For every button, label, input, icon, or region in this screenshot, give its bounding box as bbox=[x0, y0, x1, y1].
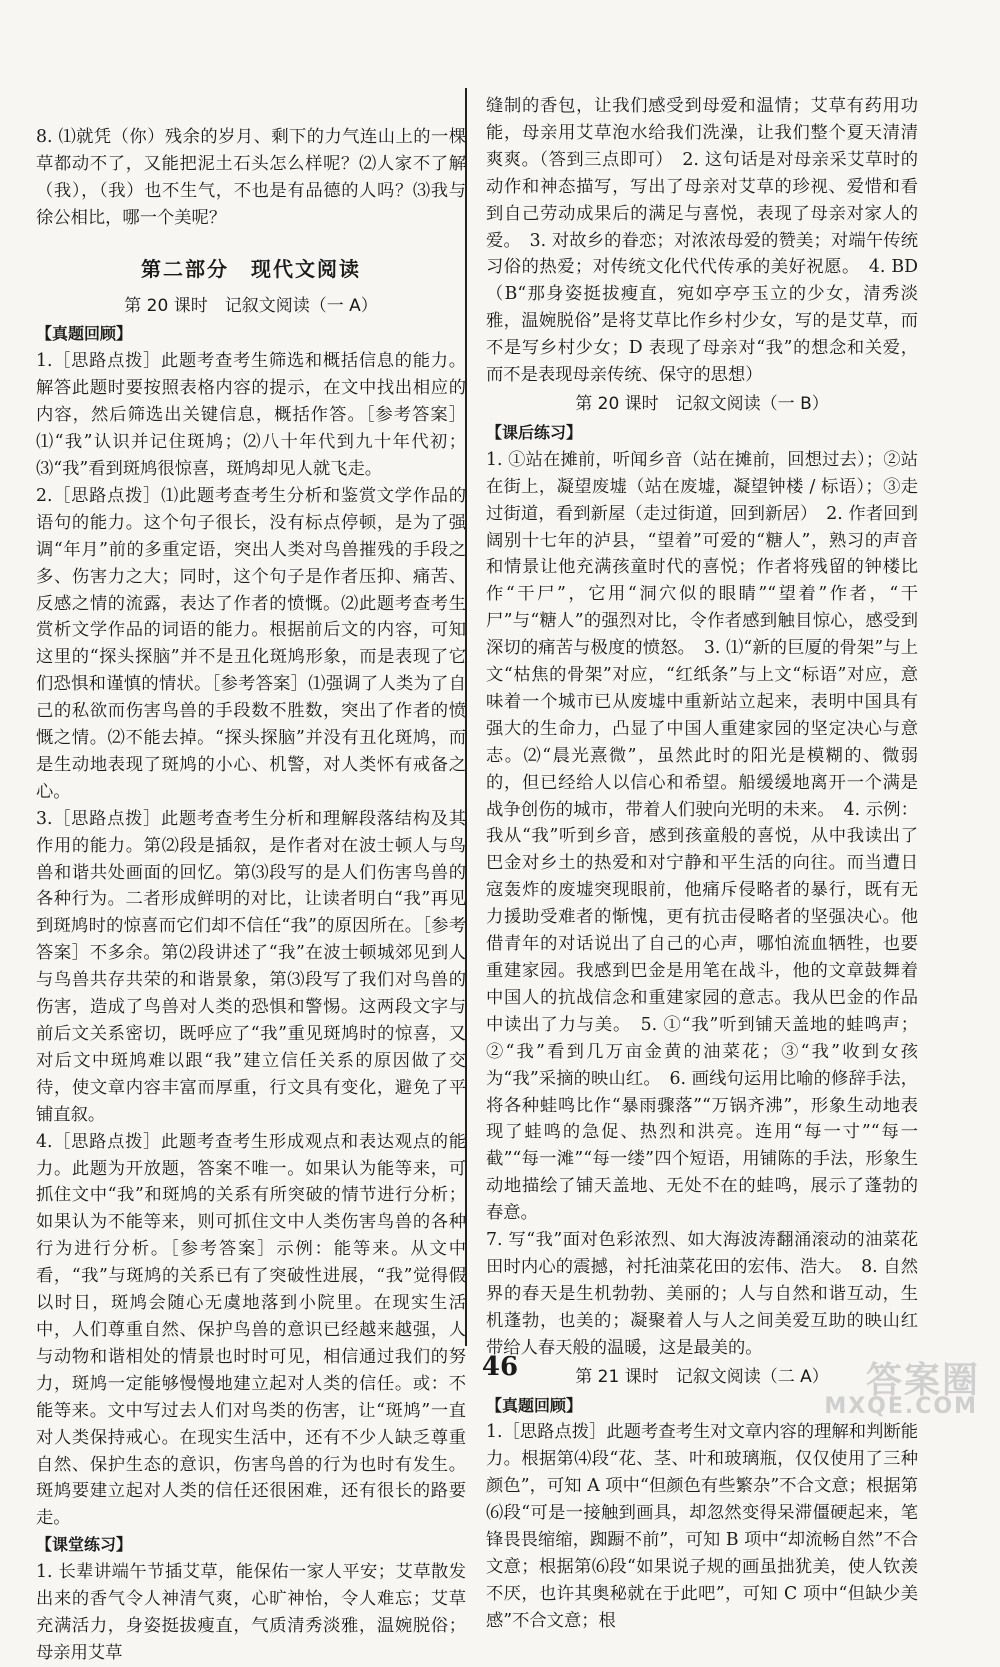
page-number: 46 bbox=[481, 1352, 519, 1382]
answer-2: 2.［思路点拨］⑴此题考查考生分析和鉴赏文学作品的语句的能力。这个句子很长，没有标点停顿，是为了强调“年月”前的多重定语，突出人类对鸟兽摧残的手段之多、伤害力之大；同时，这个句子是作者压抑、痛苦、反感之情的流露，表达了作者的愤慨。⑵此题考查考生赏析文学作品的词语的能力。根据前后文的内容，可知这里的“探头探脑”并不是丑化斑鸠形象，而是表现了它们恐惧和谨慎的情状。［参考答案］⑴强调了人类为了自己的私欲而伤害鸟兽的手段数不胜数，突出了作者的愤慨之情。⑵不能去掉。“探头探脑”并没有丑化斑鸠，而是生动地表现了斑鸠的小心、机警，对人类怀有戒备之心。 bbox=[36, 485, 466, 802]
review-tag-2: 【真题回顾】 bbox=[486, 1395, 583, 1415]
answer-1: 1.［思路点拨］此题考查考生筛选和概括信息的能力。解答此题时要按照表格内容的提示，在文中找出相应的内容，然后筛选出关键信息，概括作答。［参考答案］⑴“我”认识并记住斑鸠；⑵八十年代到九十年代初；⑶“我”看到斑鸠很惊喜，斑鸠却见人就飞走。 bbox=[36, 351, 466, 479]
watermark-url: MXQE.COM bbox=[824, 1394, 978, 1419]
lesson-title: 第 20 课时 记叙文阅读（一 A） bbox=[124, 295, 378, 316]
lesson21-answer-1: 1.［思路点拨］此题考查考生对文章内容的理解和判断能力。根据第⑷段“花、茎、叶和玻璃瓶，仅仅使用了三种颜色”，可知 A 项中“但颜色有些繁杂”不合文意；根据第⑹段“可是一接触到画具，却忽然变得呆滞僵硬起来，笔锋畏畏缩缩，踟蹰不前”，可知 B 项中“却流畅自然”不合文意；根据第⑹段“如果说子规的画虽拙犹美，使人钦羡不厌，也许其奥秘就在于此吧”，可知 C 项中“但缺少美感”不合文意；根 bbox=[486, 1422, 918, 1631]
class-answer-continued: 缝制的香包，让我们感受到母爱和温情；艾草有药用功能，母亲用艾草泡水给我们洗澡，让我们整个夏天清清爽爽。（答到三点即可） 2. 这句话是对母亲采艾草时的动作和神态描写，写出了母亲对艾草的珍视、爱惜和看到自己劳动成果后的满足与喜悦，表现了母亲对家人的爱。 3. 对故乡的眷恋；对浓浓母爱的赞美；对端午传统习俗的热爱；对传统文化代代传承的美好祝愿。 4. BD（B“那身姿挺拔瘦直，宛如亭亭玉立的少女，清秀淡雅，温婉脱俗”是将艾草比作乡村少女，写的是艾草，而不是写乡村少女；D 表现了母亲对“我”的想念和关爱，而不是表现母亲传统、保守的思想） bbox=[486, 96, 918, 386]
left-column bbox=[36, 124, 466, 1667]
answer-q8: 8. ⑴就凭（你）残余的岁月、剩下的力气连山上的一棵草都动不了，又能把泥土石头怎么样呢？⑵人家不了解（我），（我）也不生气，不也是有品德的人吗？⑶我与徐公相比，哪一个美呢？ bbox=[36, 127, 466, 228]
answer-3: 3.［思路点拨］此题考查考生分析和理解段落结构及其作用的能力。第⑵段是插叙，是作者对在波士顿人与鸟兽和谐共处画面的回忆。第⑶段写的是人们伤害鸟兽的各种行为。二者形成鲜明的对比，让读者明白“我”再见到斑鸠时的惊喜而它们却不信任“我”的原因所在。［参考答案］不多余。第⑵段讲述了“我”在波士顿城郊见到人与鸟兽共存共荣的和谐景象，第⑶段写了我们对鸟兽的伤害，造成了鸟兽对人类的恐惧和警惕。这两段文字与前后文关系密切，既呼应了“我”重见斑鸠时的惊喜，又对后文中斑鸠难以跟“我”建立信任关系的原因做了交待，使文章内容丰富而厚重，行文具有变化，避免了平铺直叙。 bbox=[36, 808, 466, 1125]
after-class-tag: 【课后练习】 bbox=[486, 422, 583, 442]
after-answers: 1. ①站在摊前，听闻乡音（站在摊前，回想过去）；②站在街上，凝望废墟（站在废墟，凝望钟楼 / 标语）；③走过街道，看到新屋（走过街道，回到新居） 2. 作者回到阔别十七年的泸县，“望着”可爱的“糖人”，熟习的声音和情景让他充满孩童时代的喜悦；作者将残留的钟楼比作“干尸”，它用“洞穴似的眼睛”“望着”作者，“干尸”与“糖人”的强烈对比，令作者感到触目惊心，感受到深切的痛苦与极度的愤怒。 3. ⑴“新的巨厦的骨架”与上文“枯焦的骨架”对应，“红纸条”与上文“标语”对应，意味着一个城市已从废墟中重新站立起来，表明中国具有强大的生命力，凸显了中国人重建家园的坚定决心与意志。⑵“晨光熹微”，虽然此时的阳光是模糊的、微弱的，但已经给人以信心和希望。船缓缓地离开一个满是战争创伤的城市，带着人们驶向光明的未来。 4. 示例：我从“我”听到乡音，感到孩童般的喜悦，从中我读出了巴金对乡土的热爱和对宁静和平生活的向往。而当遭日寇轰炸的废墟突现眼前，他痛斥侵略者的暴行，既有无力援助受难者的惭愧，更有抗击侵略者的坚强决心。他借青年的对话说出了自己的心声，哪怕流血牺牲，也要重建家园。我感到巴金是用笔在战斗，他的文章鼓舞着中国人的抗战信念和重建家园的意志。我从巴金的作品中读出了力与美。 5. ①“我”听到铺天盖地的蛙鸣声；②“我”看到几万亩金黄的油菜花；③“我”收到女孩为“我”采摘的映山红。 6. 画线句运用比喻的修辞手法，将各种蛙鸣比作“暴雨骤落”“万锅齐沸”，形象生动地表现了蛙鸣的急促、热烈和洪亮。连用“每一寸”“每一截”“每一滩”“每一缕”四个短语，用铺陈的手法，形象生动地描绘了铺天盖地、无处不在的蛙鸣，展示了蓬勃的春意。 bbox=[486, 449, 918, 1224]
watermark-logo: 答案圈 bbox=[865, 1360, 980, 1401]
section-title: 第二部分 现代文阅读 bbox=[141, 256, 361, 281]
class-answer-1: 1. 长辈讲端午节插艾草，能保佑一家人平安；艾草散发出来的香气令人神清气爽，心旷神怡，令人难忘；艾草充满活力，身姿挺拔瘦直，气质清秀淡雅，温婉脱俗；母亲用艾草 bbox=[36, 1562, 466, 1663]
after-answer-7: 7. 写“我”面对色彩浓烈、如大海波涛翻涌滚动的油菜花田时内心的震撼，衬托油菜花田的宏伟、浩大。 8. 自然界的春天是生机勃勃、美丽的；人与自然和谐互动，生机蓬勃，也美的；凝聚着人与人之间美爱互助的映山红带给人春天般的温暖，这是最美的。 bbox=[486, 1230, 918, 1358]
lesson-title-21: 第 21 课时 记叙文阅读（二 A） bbox=[575, 1366, 829, 1387]
review-tag: 【真题回顾】 bbox=[36, 324, 133, 344]
lesson-title-b: 第 20 课时 记叙文阅读（一 B） bbox=[575, 393, 829, 414]
class-practice-tag: 【课堂练习】 bbox=[36, 1535, 133, 1555]
answer-4: 4.［思路点拨］此题考查考生形成观点和表达观点的能力。此题为开放题，答案不唯一。如果认为能等来，可抓住文中“我”和斑鸠的关系有所突破的情节进行分析；如果认为不能等来，则可抓住文中人类伤害鸟兽的各种行为进行分析。［参考答案］示例：能等来。从文中看，“我”与斑鸠的关系已有了突破性进展，“我”觉得假以时日，斑鸠会随心无虞地落到小院里。在现实生活中，人们尊重自然、保护鸟兽的意识已经越来越强，人与动物和谐相处的情景也时时可见，相信通过我们的努力，斑鸠一定能够慢慢地建立起对人类的信任。或：不能等来。文中写过去人们对鸟类的伤害，让“斑鸠”一直对人类保持戒心。在现实生活中，还有不少人缺乏尊重自然、保护生态的意识，伤害鸟兽的行为也时有发生。斑鸠要建立起对人类的信任还很困难，还有很长的路要走。 bbox=[36, 1131, 466, 1529]
